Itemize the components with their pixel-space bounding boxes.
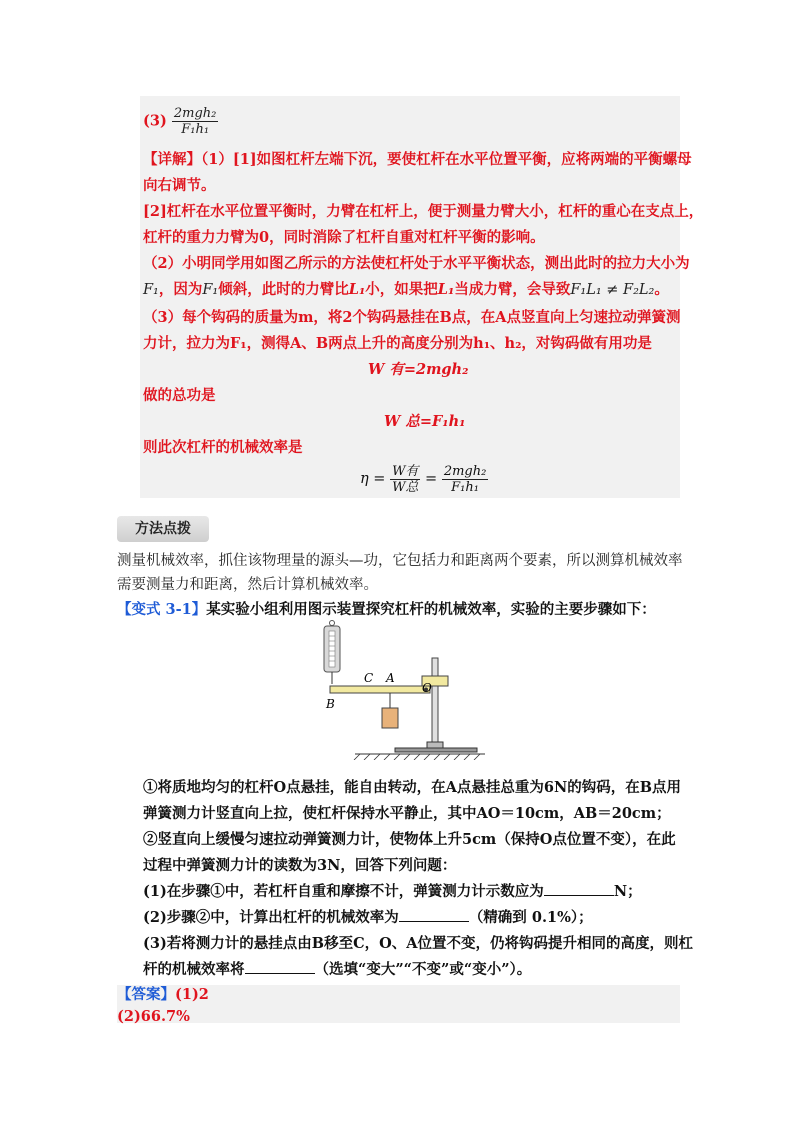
efficiency-label: 则此次杠杆的机械效率是 xyxy=(143,439,303,456)
step2-line1: ②竖直向上缓慢匀速拉动弹簧测力计，使物体上升5cm（保持O点位置不变），在此 xyxy=(143,831,676,848)
method-line1: 测量机械效率，抓住该物理量的源头—功，它包括力和距离两个要素，所以测算机械效率 xyxy=(117,553,683,569)
question-1-text: (1)在步骤①中，若杠杆自重和摩擦不计，弹簧测力计示数应为 xyxy=(143,883,544,900)
equation-efficiency xyxy=(360,460,488,498)
label-c: C xyxy=(364,671,374,685)
answer-3-line xyxy=(143,106,218,137)
support-stand xyxy=(354,658,485,760)
variant-title: 某实验小组利用图示装置探究杠杆的机械效率，实验的主要步骤如下： xyxy=(206,601,656,618)
analysis-p1-line1 xyxy=(143,150,692,170)
step2-line2: 过程中弹簧测力计的读数为3N，回答下列问题： xyxy=(143,857,457,874)
equation-total-work: W 总=F₁h₁ xyxy=(384,413,466,430)
fraction-denominator: F₁h₁ xyxy=(451,479,479,495)
analysis-p3-text-j: 。 xyxy=(654,281,669,298)
answer-1: (1)2 xyxy=(175,986,209,1003)
answer-blank-2[interactable] xyxy=(399,907,469,922)
analysis-p1-text: （1）[1]如图杠杆左端下沉，要使杠杆在水平位置平衡，应将两端的平衡螺母 xyxy=(201,151,692,168)
analysis-p3-text-b: ，因为 xyxy=(158,281,203,298)
question-3-line2 xyxy=(143,959,531,981)
answer-3-denominator: F₁h₁ xyxy=(181,122,210,137)
analysis-p3-text-h: 当成力臂，会导致 xyxy=(454,281,571,298)
hook-weight xyxy=(382,708,398,728)
analysis-p3-text-f: 小，如果把 xyxy=(365,281,438,298)
analysis-p1-line2: 向右调节。 xyxy=(143,177,216,194)
question-1 xyxy=(143,881,642,903)
answer-3-numerator: 2mgh₂ xyxy=(173,106,217,121)
label-o: O xyxy=(422,681,432,695)
lever-apparatus-diagram xyxy=(300,620,500,760)
variant-heading xyxy=(117,599,656,621)
step1-line1: ①将质地均匀的杠杆O点悬挂，能自由转动，在A点悬挂总重为6N的钩码，在B点用 xyxy=(143,779,681,796)
fraction-numerator: W有 xyxy=(392,463,419,479)
question-2 xyxy=(143,907,593,929)
l1-symbol: L₁ xyxy=(437,281,455,298)
analysis-p2-line1: [2]杠杆在水平位置平衡时，力臂在杠杆上，便于测量力臂大小，杠杆的重心在支点上， xyxy=(143,203,704,220)
efficiency-fraction-1 xyxy=(390,464,420,495)
question-2-note: （精确到 0.1%）； xyxy=(468,909,593,926)
analysis-p4-line2: 力计，拉力为F₁，测得A、B两点上升的高度分别为h₁、h₂，对钩码做有用功是 xyxy=(143,335,652,352)
variant-tag: 【变式 3-1】 xyxy=(117,601,207,618)
answer-line1 xyxy=(117,985,209,1005)
label-b: B xyxy=(326,697,335,711)
method-tip-badge: 方法点拨 xyxy=(117,516,209,542)
question-3-line1: (3)若将测力计的悬挂点由B移至C，O、A位置不变，仍将钩码提升相同的高度，则杠 xyxy=(143,935,693,952)
step1-line2: 弹簧测力计竖直向上拉，使杠杆保持水平静止，其中AO＝10cm，AB＝20cm； xyxy=(143,805,671,822)
analysis-p3-line2 xyxy=(143,280,669,300)
l1-symbol: L₁ xyxy=(348,281,366,298)
answer-blank-3[interactable] xyxy=(245,959,315,974)
lever-bar xyxy=(330,686,430,693)
equals-sign: = xyxy=(425,471,438,487)
analysis-tag: 【详解】 xyxy=(143,151,201,168)
question-3-options: （选填“变大”“不变”或“变小”）。 xyxy=(314,961,532,978)
analysis-p3-line1: （2）小明同学用如图乙所示的方法使杠杆处于水平平衡状态，测出此时的拉力大小为 xyxy=(143,255,690,272)
analysis-p3-text-d: 倾斜，此时的力臂比 xyxy=(218,281,349,298)
question-1-unit: N； xyxy=(613,883,642,900)
analysis-p4-line1: （3）每个钩码的质量为m，将2个钩码悬挂在B点，在A点竖直向上匀速拉动弹簧测 xyxy=(143,309,681,326)
spring-scale xyxy=(324,621,340,685)
analysis-p2-line2: 杠杆的重力力臂为0，同时消除了杠杆自重对杠杆平衡的影响。 xyxy=(143,229,545,246)
f1-symbol: F₁ xyxy=(143,282,159,298)
answer-tag: 【答案】 xyxy=(117,986,175,1003)
question-2-text: (2)步骤②中，计算出杠杆的机械效率为 xyxy=(143,909,399,926)
method-line2: 需要测量力和距离，然后计算机械效率。 xyxy=(117,577,378,593)
answer-blank-1[interactable] xyxy=(544,881,614,896)
f1-symbol: F₁ xyxy=(202,282,219,298)
torque-inequality: F₁L₁ ≠ F₂L₂ xyxy=(570,282,655,298)
answer-3-fraction xyxy=(172,106,219,137)
question-3-text: 杆的机械效率将 xyxy=(143,961,245,978)
fraction-numerator: 2mgh₂ xyxy=(443,463,487,479)
eta-symbol: η = xyxy=(360,471,386,487)
total-work-label: 做的总功是 xyxy=(143,387,216,404)
answer-3-label: (3) xyxy=(143,112,167,130)
efficiency-fraction-2 xyxy=(442,464,489,495)
equation-useful-work: W 有=2mgh₂ xyxy=(368,361,469,378)
label-a: A xyxy=(386,671,395,685)
answer-2: (2)66.7% xyxy=(117,1008,190,1025)
fraction-denominator: W总 xyxy=(392,479,419,495)
